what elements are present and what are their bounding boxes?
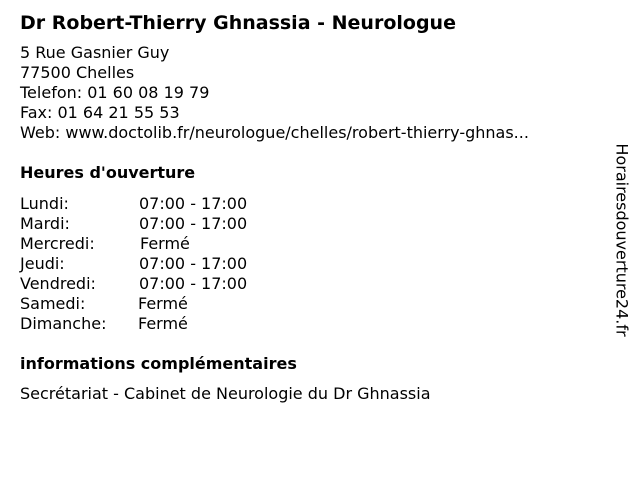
street-address: 5 Rue Gasnier Guy	[20, 43, 170, 62]
day-hours: 07:00 - 17:00	[139, 214, 248, 233]
day-hours: Fermé	[140, 234, 190, 253]
address-block	[20, 43, 529, 143]
site-brand-watermark[interactable]: Horairesdouverture24.fr	[612, 143, 632, 337]
city-address: 77500 Chelles	[20, 63, 135, 82]
phone-number[interactable]: Telefon: 01 60 08 19 79	[20, 83, 210, 102]
day-hours: 07:00 - 17:00	[139, 274, 248, 293]
hours-row-vendredi	[20, 274, 320, 294]
hours-row-mardi	[20, 214, 320, 234]
hours-row-jeudi	[20, 254, 320, 274]
day-hours: 07:00 - 17:00	[139, 194, 248, 213]
day-label: Samedi:	[20, 294, 86, 313]
day-hours: Fermé	[138, 294, 188, 313]
hours-row-samedi	[20, 294, 320, 314]
day-label: Lundi:	[20, 194, 69, 213]
day-label: Dimanche:	[20, 314, 107, 333]
hours-row-mercredi	[20, 234, 320, 254]
day-hours: Fermé	[138, 314, 188, 333]
day-label: Mardi:	[20, 214, 70, 233]
hours-row-dimanche	[20, 314, 320, 334]
day-label: Jeudi:	[20, 254, 65, 273]
additional-info-text: Secrétariat - Cabinet de Neurologie du Dr Ghnassia	[20, 384, 431, 403]
opening-hours-heading: Heures d'ouverture	[20, 163, 196, 182]
opening-hours-table	[20, 194, 320, 334]
page-title: Dr Robert-Thierry Ghnassia - Neurologue	[20, 12, 456, 34]
hours-row-lundi	[20, 194, 320, 214]
additional-info-heading: informations complémentaires	[20, 354, 297, 373]
website-link[interactable]: Web: www.doctolib.fr/neurologue/chelles/robert-thierry-ghnas...	[20, 123, 529, 142]
day-hours: 07:00 - 17:00	[139, 254, 248, 273]
day-label: Mercredi:	[20, 234, 95, 253]
fax-number: Fax: 01 64 21 55 53	[20, 103, 180, 122]
day-label: Vendredi:	[20, 274, 96, 293]
